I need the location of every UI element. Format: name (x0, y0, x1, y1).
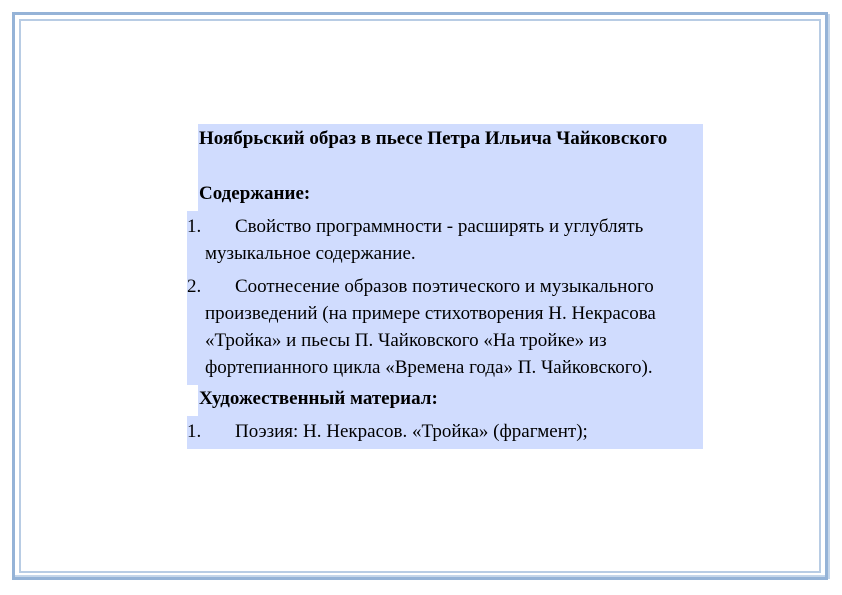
list-number: 2. (187, 276, 202, 297)
slide-content (187, 124, 703, 449)
contents-list-item-1 (187, 211, 703, 271)
list-number: 1. (187, 421, 202, 442)
contents-heading-text: Содержание: (199, 183, 311, 204)
material-heading (198, 385, 703, 416)
contents-list-item-2 (187, 271, 703, 385)
list-number: 1. (187, 216, 202, 237)
contents-heading (198, 180, 703, 211)
list-item-text: Соотнесение образов поэтического и музыкального произведений (на примере стихотворения Н. Некрасова «Тройка» и пьесы П. Чайковского «На тройке» из фортепианного цикла «Времена года» П. Чайковского). (205, 276, 656, 378)
slide-title-text: Ноябрьский образ в пьесе Петра Ильича Чайковского (199, 128, 668, 149)
list-item-text: Поэзия: Н. Некрасов. «Тройка» (фрагмент); (235, 421, 588, 442)
slide-title (198, 124, 703, 180)
material-list-item-1 (187, 416, 703, 449)
list-item-text: Свойство программности - расширять и углублять музыкальное содержание. (205, 216, 644, 264)
material-heading-text: Художественный материал: (199, 388, 438, 409)
